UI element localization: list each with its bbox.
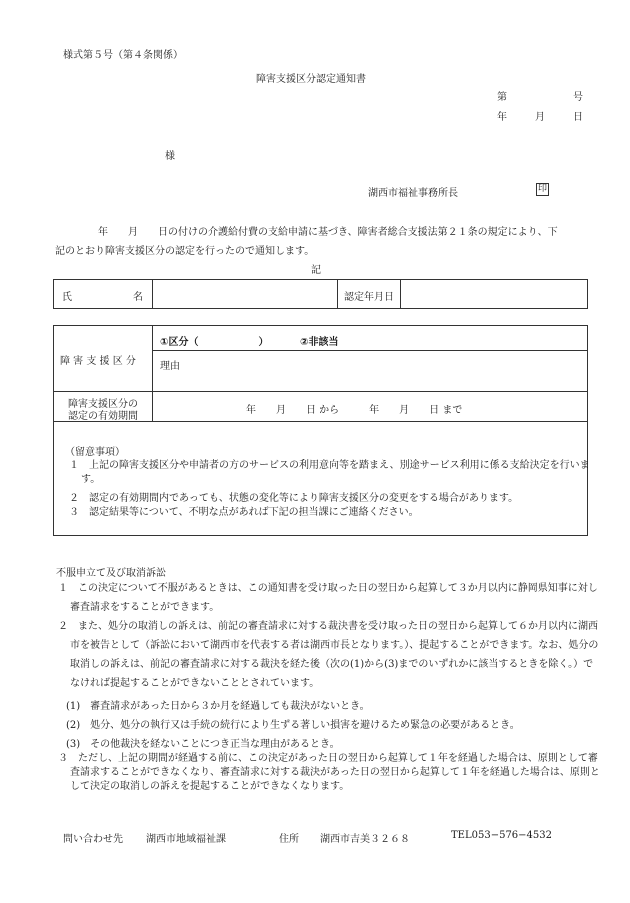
validity-period-label-1: 障害支援区分の (68, 399, 138, 410)
contact-address: 湖西市吉美３２６８ (320, 834, 410, 845)
issue-date-year: 年 (497, 112, 507, 123)
official-seal: 印 (537, 184, 547, 194)
appeal-sub-1: (1) 審査請求があった日から３か月を経過しても裁決がないとき。 (66, 701, 370, 712)
intro-line-2: 記のとおり障害支援区分の認定を行ったので通知します。 (55, 246, 315, 257)
ki-heading: 記 (311, 265, 321, 276)
form-number: 様式第５号（第４条関係） (63, 50, 183, 61)
contact-address-label: 住所 (279, 834, 299, 845)
contact-telephone: TEL053−576−4532 (451, 830, 552, 841)
doc-number-suffix: 号 (573, 92, 583, 103)
contact-label: 問い合わせ先 (63, 834, 123, 845)
intro-line-1: 年 月 日の付けの介護給付費の支給申請に基づき、障害者総合支援法第２１条の規定により、下 (98, 227, 558, 238)
issuer-name: 湖西市福祉事務所長 (368, 188, 458, 199)
appeal-heading: 不服申立て及び取消訴訟 (56, 568, 166, 579)
note-item-3: ３ 認定結果等について、不明な点があれば下記の担当課にご連絡ください。 (69, 507, 419, 518)
name-label-left: 氏 (62, 292, 72, 303)
issue-date-month: 月 (535, 112, 545, 123)
document-title: 障害支援区分認定通知書 (256, 74, 366, 85)
category-option-2: ②非該当 (300, 337, 339, 348)
contact-department: 湖西市地域福祉課 (146, 834, 226, 845)
notes-heading: （留意事項） (65, 447, 125, 458)
support-category-label: 障 害 支 援 区 分 (60, 356, 136, 367)
doc-number-prefix: 第 (497, 92, 507, 103)
appeal-paragraph-1: １ この決定について不服があるときは、この通知書を受け取った日の翌日から起算して３か月以内に静岡県知事に対し審査請求をすることができます。 (58, 583, 598, 613)
note-item-1: １ 上記の障害支援区分や申請者の方のサービスの利用意向等を踏まえ、別途サービス利用に係る支給決定を行います。 (69, 460, 590, 485)
appeal-paragraph-2: ２ また、処分の取消しの訴えは、前記の審査請求に対する裁決書を受け取った日の翌日から起算して６か月以内に湖西市を被告として（訴訟において湖西市を代表する者は湖西市長となります。）、提起することができます。なお、処分の取消しの訴えは、前記の審査請求に対する裁決を経た後（次の(1)から(3)までのいずれかに該当するときを除く。）でなければ提起することができないこととされています。 (58, 621, 599, 689)
category-option-1: ①区分（ ） (160, 337, 269, 348)
validity-period-value: 年 月 日 から 年 月 日 まで (246, 405, 463, 416)
note-item-2: ２ 認定の有効期間内であっても、状態の変化等により障害支援区分の変更をする場合があります。 (69, 493, 519, 504)
addressee-honorific: 様 (165, 151, 175, 162)
appeal-sub-2: (2) 処分、処分の執行又は手続の続行により生ずる著しい損害を避けるため緊急の必要があるとき。 (66, 720, 520, 731)
appeal-sub-3: (3) その他裁決を経ないことにつき正当な理由があるとき。 (66, 739, 340, 750)
reason-label: 理由 (160, 361, 180, 372)
certification-date-label: 認定年月日 (344, 292, 394, 303)
validity-period-label-2: 認定の有効期間 (68, 411, 138, 422)
appeal-paragraph-3: ３ ただし、上記の期間が経過する前に、この決定があった日の翌日から起算して１年を経過した場合は、原則として審査請求することができなくなり、審査請求に対する裁決があった日の翌日から起算して１年を経過した場合は、原則として決定の取消しの訴えを提起することができなくなります。 (58, 753, 600, 792)
name-label-right: 名 (133, 292, 143, 303)
issue-date-day: 日 (573, 112, 583, 123)
